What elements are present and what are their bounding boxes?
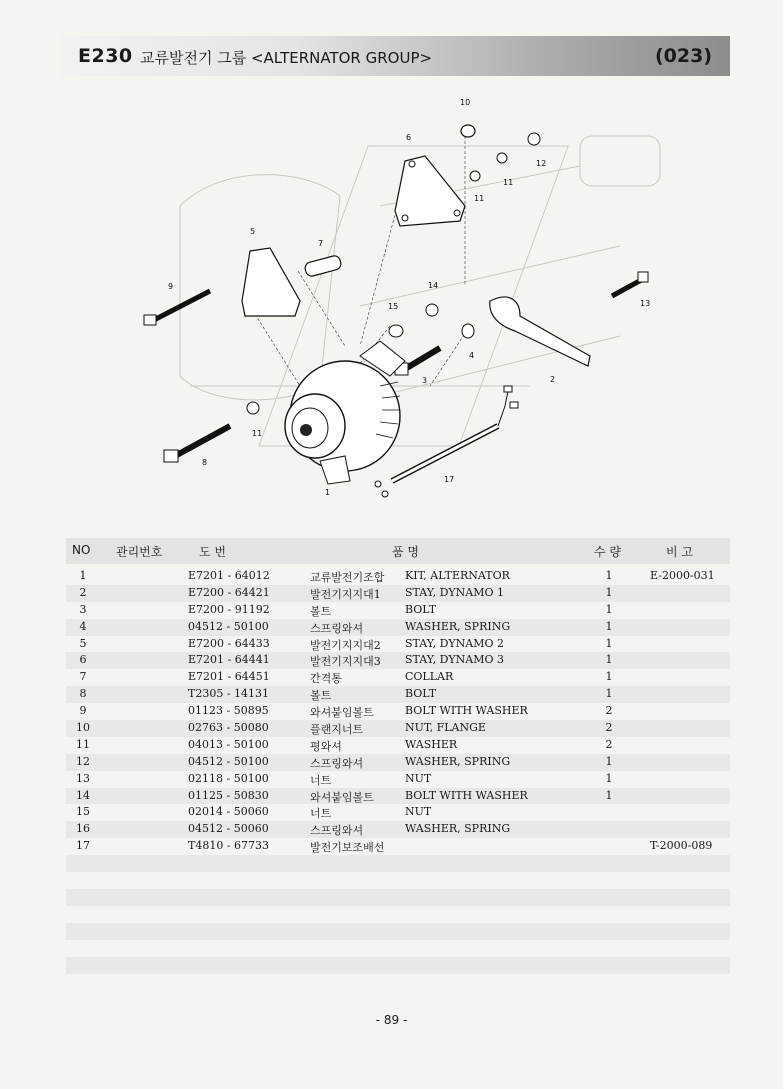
row-part: 01123 - 50895 bbox=[188, 704, 269, 718]
row-name: NUT bbox=[405, 805, 432, 819]
row-no: 12 bbox=[76, 754, 90, 768]
bolt-8-part bbox=[175, 426, 230, 456]
table-row bbox=[66, 720, 730, 737]
row-kr-name: 와셔붙임볼트 bbox=[310, 790, 374, 804]
row-part: E7200 - 91192 bbox=[188, 602, 270, 616]
row-qty: 1 bbox=[605, 771, 613, 785]
section-code: E230 bbox=[78, 45, 133, 67]
col-mgmt-header: 관리번호 bbox=[116, 545, 163, 559]
callout-15: 14 bbox=[428, 281, 439, 290]
table-row bbox=[66, 686, 730, 703]
row-part: E7200 - 64433 bbox=[188, 636, 270, 650]
row-name: WASHER, SPRING bbox=[405, 619, 511, 633]
exploded-parts-diagram bbox=[60, 86, 730, 516]
table-row bbox=[66, 568, 730, 585]
parts-table-body bbox=[66, 568, 730, 855]
row-no: 6 bbox=[79, 653, 87, 667]
row-kr-name: 스프링와셔 bbox=[310, 756, 364, 770]
row-name: WASHER, SPRING bbox=[405, 754, 511, 768]
callout-6: 6 bbox=[406, 133, 412, 142]
row-qty: 1 bbox=[605, 670, 613, 684]
row-qty: 1 bbox=[605, 585, 613, 599]
row-no: 4 bbox=[79, 619, 87, 633]
row-no: 16 bbox=[76, 822, 90, 836]
row-qty: 1 bbox=[605, 602, 613, 616]
table-row bbox=[66, 771, 730, 788]
table-row bbox=[66, 636, 730, 653]
row-name: BOLT bbox=[405, 687, 437, 701]
row-qty: 1 bbox=[605, 569, 613, 582]
row-no: 10 bbox=[76, 721, 90, 735]
callout-17: 17 bbox=[444, 475, 455, 484]
nut-15-part bbox=[426, 304, 438, 316]
row-part: T4810 - 67733 bbox=[188, 839, 270, 853]
table-row bbox=[66, 585, 730, 602]
row-remarks: T-2000-089 bbox=[650, 839, 713, 853]
row-kr-name: 볼트 bbox=[310, 604, 332, 618]
parts-table-header bbox=[66, 538, 730, 564]
callout-13: 12 bbox=[536, 159, 547, 168]
col-remarks-header: 비 고 bbox=[666, 545, 693, 559]
row-qty: 1 bbox=[605, 636, 613, 650]
callout-10: 10 bbox=[460, 98, 471, 107]
row-qty: 1 bbox=[605, 788, 613, 802]
row-name: BOLT bbox=[405, 602, 437, 616]
col-no-header: NO bbox=[72, 543, 91, 557]
spring-washer-4-part bbox=[462, 324, 474, 338]
row-kr-name: 스프링와셔 bbox=[310, 621, 364, 635]
table-row bbox=[66, 804, 730, 821]
callout-1: 1 bbox=[325, 488, 331, 497]
empty-table-row bbox=[66, 855, 730, 872]
stay-dynamo-2-part bbox=[242, 248, 300, 316]
row-no: 7 bbox=[79, 670, 87, 684]
row-no: 2 bbox=[79, 585, 87, 599]
callout-5: 5 bbox=[250, 227, 256, 236]
callout-14: 13 bbox=[640, 299, 651, 308]
row-qty: 1 bbox=[605, 754, 613, 768]
row-name: WASHER bbox=[405, 737, 458, 751]
section-header bbox=[60, 36, 730, 76]
row-part: E7201 - 64451 bbox=[188, 670, 270, 684]
row-no: 11 bbox=[76, 737, 90, 751]
row-kr-name: 너트 bbox=[310, 807, 332, 821]
row-kr-name: 발전기지지대2 bbox=[310, 638, 381, 652]
row-part: 01125 - 50830 bbox=[188, 788, 269, 802]
alternator-diagram-svg bbox=[60, 86, 730, 516]
row-kr-name: 스프링와셔 bbox=[310, 824, 364, 838]
washer-part bbox=[470, 171, 480, 181]
empty-table-row bbox=[66, 889, 730, 906]
row-kr-name: 발전기지지대3 bbox=[310, 655, 381, 669]
row-name: BOLT WITH WASHER bbox=[405, 788, 528, 802]
table-row bbox=[66, 652, 730, 669]
spring-washer-part bbox=[497, 153, 507, 163]
section-title: 교류발전기 그룹 <ALTERNATOR GROUP> bbox=[140, 49, 433, 67]
row-name: NUT, FLANGE bbox=[405, 721, 486, 735]
table-row bbox=[66, 703, 730, 720]
row-qty: 1 bbox=[605, 653, 613, 667]
row-name: KIT, ALTERNATOR bbox=[405, 569, 510, 582]
callout-11-lower: 11 bbox=[252, 429, 263, 438]
flange-nut-part bbox=[461, 125, 475, 137]
empty-table-row bbox=[66, 923, 730, 940]
table-row bbox=[66, 619, 730, 636]
row-kr-name: 평와셔 bbox=[310, 739, 342, 753]
table-row bbox=[66, 838, 730, 855]
row-name: NUT bbox=[405, 771, 432, 785]
section-number: (023) bbox=[654, 45, 712, 67]
row-name: WASHER, SPRING bbox=[405, 822, 511, 836]
row-no: 8 bbox=[79, 687, 87, 701]
table-row bbox=[66, 669, 730, 686]
row-part: 02118 - 50100 bbox=[188, 771, 269, 785]
row-qty: 2 bbox=[605, 737, 613, 751]
table-row bbox=[66, 754, 730, 771]
row-part: 02014 - 50060 bbox=[188, 805, 269, 819]
row-no: 1 bbox=[79, 569, 87, 582]
row-qty: 1 bbox=[605, 619, 613, 633]
row-kr-name: 플랜지너트 bbox=[310, 723, 364, 737]
row-name: COLLAR bbox=[405, 670, 454, 684]
callout-2: 2 bbox=[550, 375, 556, 384]
row-kr-name: 발전기보조배선 bbox=[310, 841, 385, 855]
row-part: 04013 - 50100 bbox=[188, 737, 269, 751]
row-kr-name: 발전기지지대1 bbox=[310, 587, 381, 601]
callout-16: 15 bbox=[388, 302, 399, 311]
row-qty: 2 bbox=[605, 704, 613, 718]
row-kr-name: 교류발전기조합 bbox=[310, 571, 385, 584]
row-name: STAY, DYNAMO 2 bbox=[405, 636, 505, 650]
row-name: BOLT WITH WASHER bbox=[405, 704, 528, 718]
empty-table-row bbox=[66, 957, 730, 974]
callout-8: 8 bbox=[202, 458, 208, 467]
row-kr-name: 볼트 bbox=[310, 689, 332, 703]
row-qty: 2 bbox=[605, 721, 613, 735]
col-name-header: 품 명 bbox=[392, 545, 419, 559]
row-name: STAY, DYNAMO 1 bbox=[405, 585, 505, 599]
row-part: 04512 - 50100 bbox=[188, 754, 269, 768]
collar-part bbox=[304, 255, 342, 278]
page-number: - 89 - bbox=[375, 1013, 408, 1027]
alternator-assembly bbox=[285, 341, 405, 484]
col-part-header: 도 번 bbox=[199, 545, 226, 559]
row-no: 14 bbox=[76, 788, 90, 802]
col-qty-header: 수 량 bbox=[594, 545, 621, 559]
row-part: 02763 - 50080 bbox=[188, 721, 269, 735]
row-no: 3 bbox=[79, 602, 87, 616]
row-part: E7201 - 64012 bbox=[188, 569, 270, 582]
bolt-3-part bbox=[405, 348, 440, 369]
row-name: STAY, DYNAMO 3 bbox=[405, 653, 505, 667]
washer-11-lower-part bbox=[247, 402, 259, 414]
table-row bbox=[66, 602, 730, 619]
row-part: 04512 - 50100 bbox=[188, 619, 269, 633]
table-row bbox=[66, 737, 730, 754]
row-part: E7200 - 64421 bbox=[188, 585, 270, 599]
row-kr-name: 너트 bbox=[310, 773, 332, 787]
callout-9: 9 bbox=[168, 282, 174, 291]
row-part: T2305 - 14131 bbox=[188, 687, 270, 701]
row-qty: 1 bbox=[605, 687, 613, 701]
callout-3: 3 bbox=[422, 376, 428, 385]
row-no: 5 bbox=[79, 636, 87, 650]
row-no: 9 bbox=[79, 704, 87, 718]
callout-7: 7 bbox=[318, 239, 324, 248]
table-row bbox=[66, 788, 730, 805]
callout-11-upper: 11 bbox=[474, 194, 485, 203]
row-kr-name: 간격통 bbox=[310, 672, 342, 686]
row-no: 15 bbox=[76, 805, 90, 819]
row-no: 13 bbox=[76, 771, 90, 785]
callout-4: 4 bbox=[469, 351, 475, 360]
nut-part bbox=[528, 133, 540, 145]
row-no: 17 bbox=[76, 839, 90, 853]
table-row bbox=[66, 821, 730, 838]
row-part: 04512 - 50060 bbox=[188, 822, 269, 836]
row-part: E7201 - 64441 bbox=[188, 653, 270, 667]
row-kr-name: 와셔붙임볼트 bbox=[310, 706, 374, 720]
row-remarks: E-2000-031 bbox=[650, 569, 715, 582]
callout-labels bbox=[168, 98, 650, 497]
callout-12: 11 bbox=[503, 178, 514, 187]
bolt-with-washer-part bbox=[152, 291, 210, 321]
spring-washer-16-part bbox=[389, 325, 403, 337]
